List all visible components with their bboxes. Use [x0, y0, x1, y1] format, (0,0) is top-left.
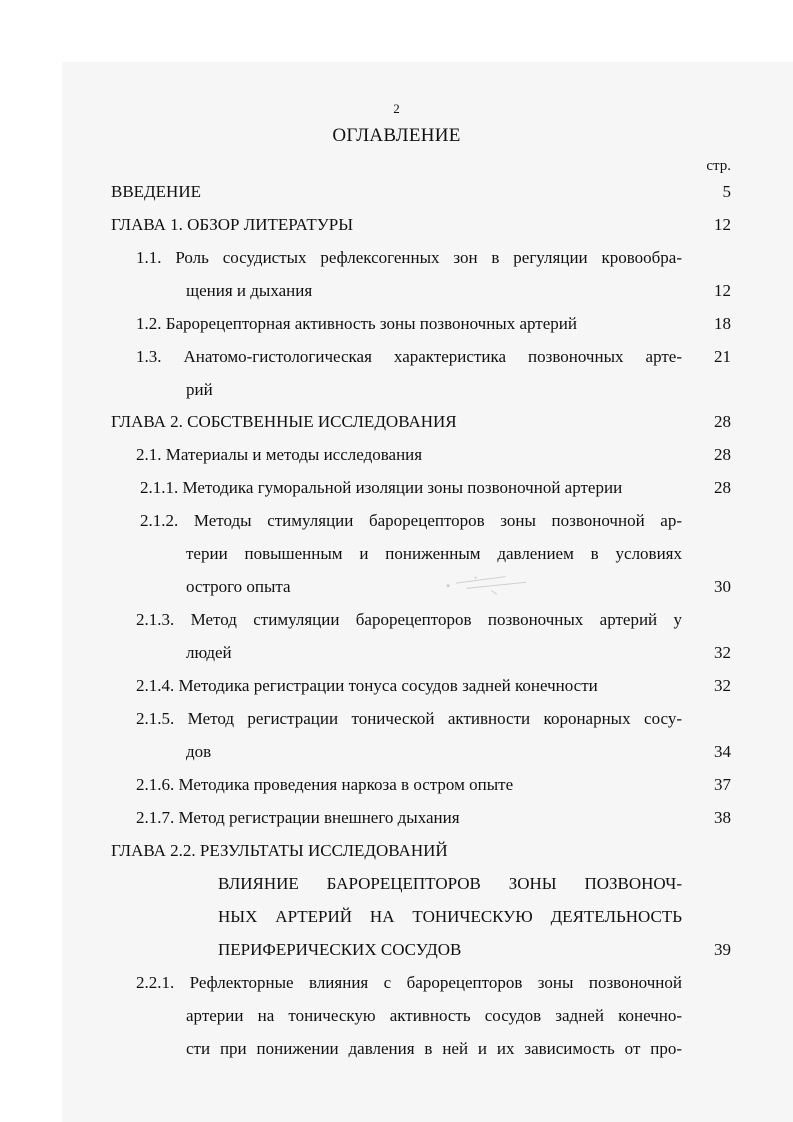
toc-section-1-1-cont: щения и дыхания: [186, 281, 313, 300]
toc-section-2-1-3-cont: людей: [186, 643, 232, 662]
toc-section-2-1-2-cont: острого опыта: [186, 577, 291, 596]
toc-page-number: 38: [714, 808, 731, 827]
toc-page-number: 28: [714, 445, 731, 464]
toc-page-number: 5: [722, 182, 731, 201]
toc-section-1-3: 1.3. Анатомо-гистологическая характеристика позвоночных арте-: [136, 347, 682, 366]
toc-section-2-1-1: 2.1.1. Методика гуморальной изоляции зоны позвоночной артерии: [140, 478, 623, 497]
toc-chapter-2-2: ГЛАВА 2.2. РЕЗУЛЬТАТЫ ИССЛЕДОВАНИЙ: [111, 841, 448, 860]
toc-section-2-1-2-cont: терии повышенным и пониженным давлением в условиях: [186, 544, 682, 563]
toc-page-number: 32: [714, 676, 731, 695]
toc-title: ОГЛАВЛЕНИЕ: [332, 125, 461, 146]
toc-section-1-3-cont: рий: [186, 380, 213, 399]
toc-section-2-1-6: 2.1.6. Методика проведения наркоза в остром опыте: [136, 775, 514, 794]
toc-section-2-1-7: 2.1.7. Метод регистрации внешнего дыхания: [136, 808, 460, 827]
toc-section-1-1: 1.1. Роль сосудистых рефлексогенных зон в регуляции кровообра-: [136, 248, 682, 267]
toc-section-2-1-5-cont: дов: [186, 742, 212, 761]
toc-section-2-1-3: 2.1.3. Метод стимуляции барорецепторов позвоночных артерий у: [136, 610, 682, 629]
toc-page-number: 12: [714, 281, 731, 300]
toc-section-2-2-1-cont: сти при понижении давления в ней и их зависимость от про-: [186, 1039, 682, 1058]
toc-section-2-1-5: 2.1.5. Метод регистрации тонической активности коронарных сосу-: [136, 709, 682, 728]
toc-section-2-2-1: 2.2.1. Рефлекторные влияния с барорецепторов зоны позвоночной: [136, 973, 682, 992]
toc-chapter-2: ГЛАВА 2. СОБСТВЕННЫЕ ИССЛЕДОВАНИЯ: [111, 412, 457, 431]
toc-page-number: 12: [714, 215, 731, 234]
toc-section-2-1-2: 2.1.2. Методы стимуляции барорецепторов зоны позвоночной ар-: [140, 511, 682, 530]
toc-page-number: 30: [714, 577, 731, 596]
toc-page-number: 39: [714, 940, 731, 959]
toc-section-2-1-4: 2.1.4. Методика регистрации тонуса сосудов задней конечности: [136, 676, 598, 695]
toc-chapter-2-2-subtitle: ВЛИЯНИЕ БАРОРЕЦЕПТОРОВ ЗОНЫ ПОЗВОНОЧ-: [218, 874, 682, 893]
toc-chapter-2-2-subtitle: ПЕРИФЕРИЧЕСКИХ СОСУДОВ: [218, 940, 462, 959]
toc-page-number: 37: [714, 775, 731, 794]
toc-chapter-2-2-subtitle: НЫХ АРТЕРИЙ НА ТОНИЧЕСКУЮ ДЕЯТЕЛЬНОСТЬ: [218, 907, 682, 926]
toc-page-number: 21: [714, 347, 731, 366]
toc-page-number: 32: [714, 643, 731, 662]
toc-page-number: 28: [714, 412, 731, 431]
toc-page-number: 18: [714, 314, 731, 333]
toc-section-1-2: 1.2. Барорецепторная активность зоны позвоночных артерий: [136, 314, 577, 333]
toc-section-2-2-1-cont: артерии на тоническую активность сосудов задней конечно-: [186, 1006, 682, 1025]
toc-entry-introduction: ВВЕДЕНИЕ: [111, 182, 201, 201]
page-column-label: стр.: [706, 158, 731, 174]
toc-chapter-1: ГЛАВА 1. ОБЗОР ЛИТЕРАТУРЫ: [111, 215, 354, 234]
page-number: 2: [393, 101, 400, 116]
toc-page-number: 34: [714, 742, 731, 761]
toc-page-number: 28: [714, 478, 731, 497]
toc-section-2-1: 2.1. Материалы и методы исследования: [136, 445, 423, 464]
